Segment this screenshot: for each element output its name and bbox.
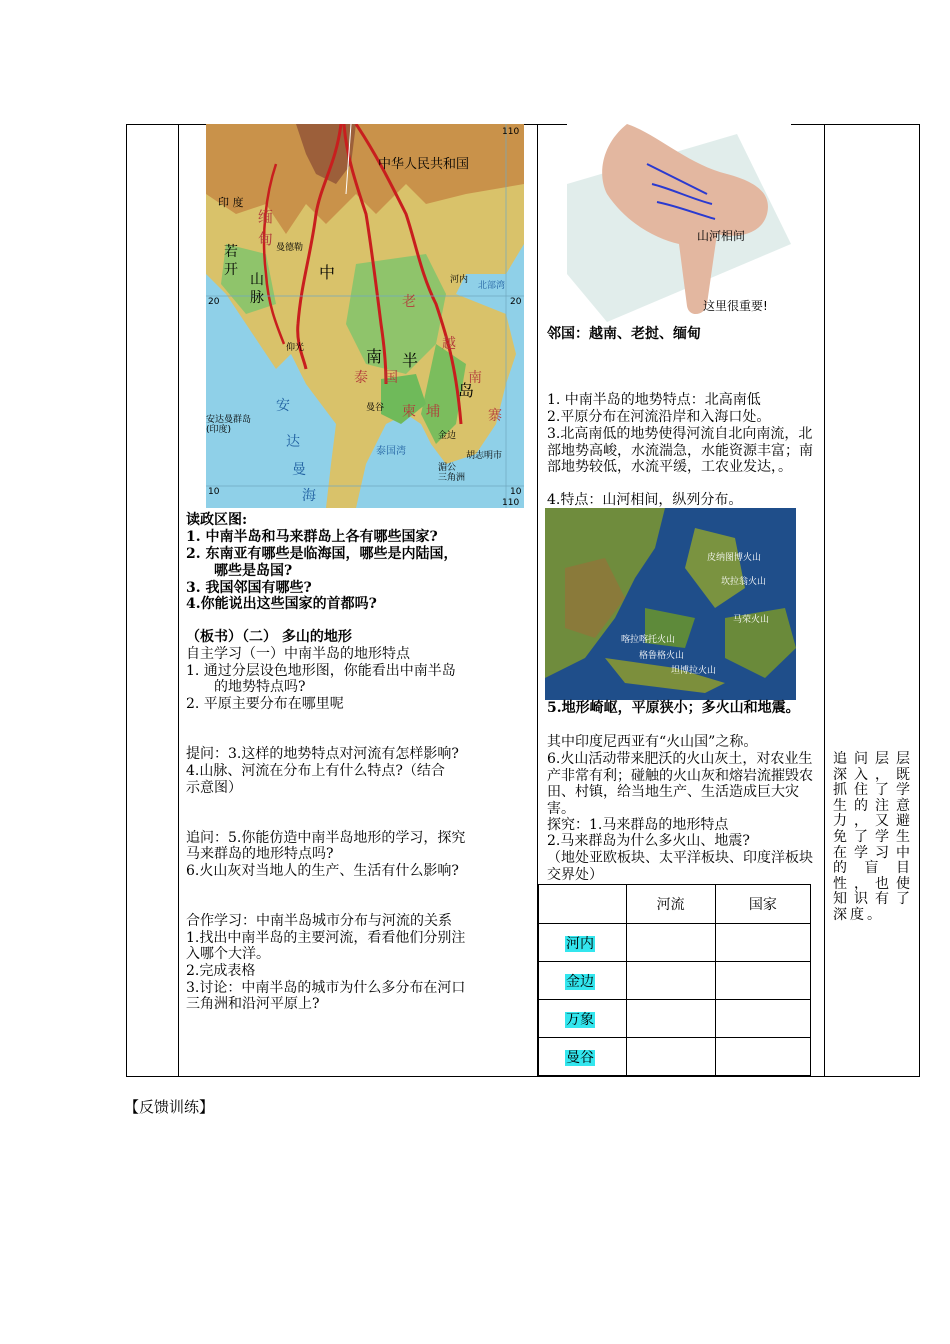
map-label-beibu: 北部湾 [478, 281, 506, 291]
map-label-yangon: 仰光 [286, 343, 305, 353]
follow-5-cont: 马来群岛的地形特点吗? [186, 846, 334, 862]
map-label-ruokai-2: 开 [224, 262, 238, 278]
hand-label: 山河相间 [697, 229, 746, 243]
ask-4: 4.山脉、河流在分布上有什么特点?（结合 [186, 763, 445, 779]
indochina-map [206, 124, 524, 508]
map-label-vietnam-2: 南 [468, 370, 482, 386]
map-label-cambodia-3: 寨 [488, 408, 502, 424]
map-label-laos: 老 [402, 294, 416, 310]
map-label-china: 中华人民共和国 [378, 157, 470, 172]
right-point-9: 2.马来群岛为什么多火山、地震? [547, 833, 750, 849]
table-row [539, 962, 811, 1000]
map-label-burma-2: 甸 [258, 230, 274, 248]
table-cell-city: 金边 [539, 962, 627, 1000]
right-point-4: 4.特点：山河相间，纵列分布。 [547, 492, 743, 508]
map-lat-20-right: 20 [510, 297, 522, 307]
right-point-10: （地处亚欧板块、太平洋板块、印度洋板块交界处） [547, 850, 813, 883]
table-row [539, 1000, 811, 1038]
self-study-heading: 自主学习（一）中南半岛的地形特点 [186, 646, 410, 662]
right-point-5: 5.地形崎岖，平原狭小；多火山和地震。 [547, 700, 800, 716]
map-label-vietnam-1: 越 [442, 336, 456, 352]
volcano-label-1: 皮纳图博火山 [707, 553, 762, 563]
table-bottom-border [126, 1076, 920, 1077]
map-label-ruokai-3: 山 [250, 272, 264, 288]
table-row [539, 924, 811, 962]
map-label-zhong: 中 [319, 263, 336, 282]
indochina-map-graphic [206, 124, 524, 508]
self-study-2: 2. 平原主要分布在哪里呢 [186, 696, 344, 712]
volcano-map [545, 508, 796, 700]
map-label-andaman-3: 曼 [292, 462, 306, 478]
table-cell-city: 河内 [539, 924, 627, 962]
question-2a: 2. 东南亚有哪些是临海国，哪些是内陆国， [186, 546, 458, 562]
table-cell-river[interactable] [626, 962, 715, 1000]
volcano-label-2: 坎拉翁火山 [721, 577, 767, 587]
map-lat-10-right: 10 [510, 487, 522, 497]
map-label-dao: 岛 [458, 381, 475, 400]
feedback-heading: 【反馈训练】 [124, 1098, 215, 1116]
map-label-andaman-islands: 安达曼群岛(印度) [206, 415, 252, 435]
map-label-hanoi: 河内 [450, 275, 469, 285]
table-cell-river[interactable] [626, 1000, 715, 1038]
table-cell-river[interactable] [626, 924, 715, 962]
map-label-andaman-1: 安 [276, 398, 290, 414]
table-header-empty [539, 885, 627, 924]
hand-note: 这里很重要! [703, 299, 768, 313]
map-label-delta: 湄公三角洲 [438, 463, 466, 483]
col-line-5 [919, 124, 920, 1077]
map-label-cambodia-1: 柬 [402, 404, 416, 420]
col-line-4 [824, 124, 825, 1077]
map-label-andaman-2: 达 [286, 434, 300, 450]
table-header-row [539, 885, 811, 924]
map-label-gulf-thailand: 泰国湾 [376, 446, 406, 457]
read-map-title: 读政区图: [186, 512, 248, 528]
coop-2: 2.完成表格 [186, 963, 256, 979]
self-study-1b: 的地势特点吗? [214, 679, 306, 695]
map-label-jinbian: 金边 [438, 431, 457, 441]
right-point-2: 2.平原分布在河流沿岸和入海口处。 [547, 409, 771, 425]
coop-1-cont: 入哪个大洋。 [186, 946, 270, 962]
coop-1: 1.找出中南半岛的主要河流，看看他们分别注 [186, 930, 466, 946]
map-label-thailand-1: 泰 [354, 370, 368, 386]
right-point-8: 探究：1.马来群岛的地形特点 [547, 817, 729, 833]
hand-graphic [567, 124, 791, 322]
coop-3-cont: 三角洲和沿河平原上? [186, 996, 320, 1012]
col-line-2 [178, 124, 179, 1077]
map-label-ruokai-4: 脉 [250, 290, 264, 306]
volcano-label-5: 坦博拉火山 [671, 666, 717, 676]
question-1: 1. 中南半岛和马来群岛上各有哪些国家? [186, 529, 438, 545]
col-line-1 [126, 124, 127, 1077]
coop-3: 3.讨论：中南半岛的城市为什么多分布在河口 [186, 980, 466, 996]
map-label-andaman-4: 海 [302, 488, 316, 504]
map-label-cambodia-2: 埔 [426, 404, 440, 420]
map-lat-20-left: 20 [208, 297, 220, 307]
map-label-nan: 南 [366, 347, 383, 366]
map-label-ruokai-1: 若 [224, 244, 238, 260]
volcano-label-4: 喀拉喀托火山 [621, 635, 676, 645]
table-cell-city: 曼谷 [539, 1038, 627, 1076]
hand-mountain-river-image [567, 124, 791, 322]
map-lat-10-left: 10 [208, 487, 220, 497]
self-study-1a: 1. 通过分层设色地形图，你能看出中南半岛 [186, 663, 456, 679]
map-label-burma-1: 缅 [258, 208, 274, 226]
right-point-7: 6.火山活动带来肥沃的火山灰土，对农业生产非常有利；碰触的火山灰和熔岩流摧毁农田、村镇，给当地生产、生活造成巨大灾害。 [547, 751, 813, 817]
city-river-table [538, 884, 811, 1076]
question-2b: 哪些是岛国? [214, 563, 293, 579]
map-label-thailand-2: 国 [384, 370, 398, 386]
question-3: 3. 我国邻国有哪些? [186, 580, 312, 596]
table-cell-country[interactable] [715, 962, 810, 1000]
table-cell-country[interactable] [715, 1038, 810, 1076]
follow-5: 追问：5.你能仿造中南半岛地形的学习，探究 [186, 830, 466, 846]
right-point-1: 1. 中南半岛的地势特点：北高南低 [547, 392, 761, 408]
volcano-map-graphic [545, 508, 796, 700]
map-label-hcm: 胡志明市 [466, 451, 503, 461]
table-cell-city: 万象 [539, 1000, 627, 1038]
question-4: 4.你能说出这些国家的首都吗? [186, 596, 377, 612]
volcano-label-3: 马荣火山 [733, 615, 770, 625]
table-row [539, 1038, 811, 1076]
table-header-river: 河流 [626, 885, 715, 924]
map-label-mandalay: 曼德勒 [276, 243, 304, 253]
right-point-6: 其中印度尼西亚有“火山国”之称。 [547, 734, 758, 750]
map-label-bangkok: 曼谷 [366, 403, 385, 413]
ask-4-cont: 示意图） [186, 780, 242, 796]
coop-heading: 合作学习：中南半岛城市分布与河流的关系 [186, 913, 452, 929]
follow-6: 6.火山灰对当地人的生产、生活有什么影响? [186, 863, 459, 879]
table-top-border-right [790, 124, 920, 125]
table-cell-country[interactable] [715, 1000, 810, 1038]
board-heading: （板书）（二） 多山的地形 [186, 629, 352, 645]
map-label-ban: 半 [402, 351, 419, 370]
right-point-3: 3.北高南低的地势使得河流自北向南流，北部地势高峻，水流湍急，水能资源丰富；南部地势较低，水流平缓，工农业发达，。 [547, 426, 813, 475]
table-header-country: 国家 [715, 885, 810, 924]
neighbors-line: 邻国：越南、老挝、缅甸 [547, 326, 701, 342]
table-cell-river[interactable] [626, 1038, 715, 1076]
map-lon-110-top: 110 [502, 127, 520, 137]
map-label-india: 印 度 [218, 196, 244, 209]
table-cell-country[interactable] [715, 924, 810, 962]
ask-3: 提问：3.这样的地势特点对河流有怎样影响? [186, 746, 459, 762]
teaching-reflection-note: 追问层层深入，既抓住了学生的注意力，又避免了学生在学习中的盲目性，也使知识有了深度。 [833, 751, 913, 923]
volcano-label-6: 格鲁格火山 [639, 651, 685, 661]
map-lon-110-bottom: 110 [502, 498, 520, 508]
